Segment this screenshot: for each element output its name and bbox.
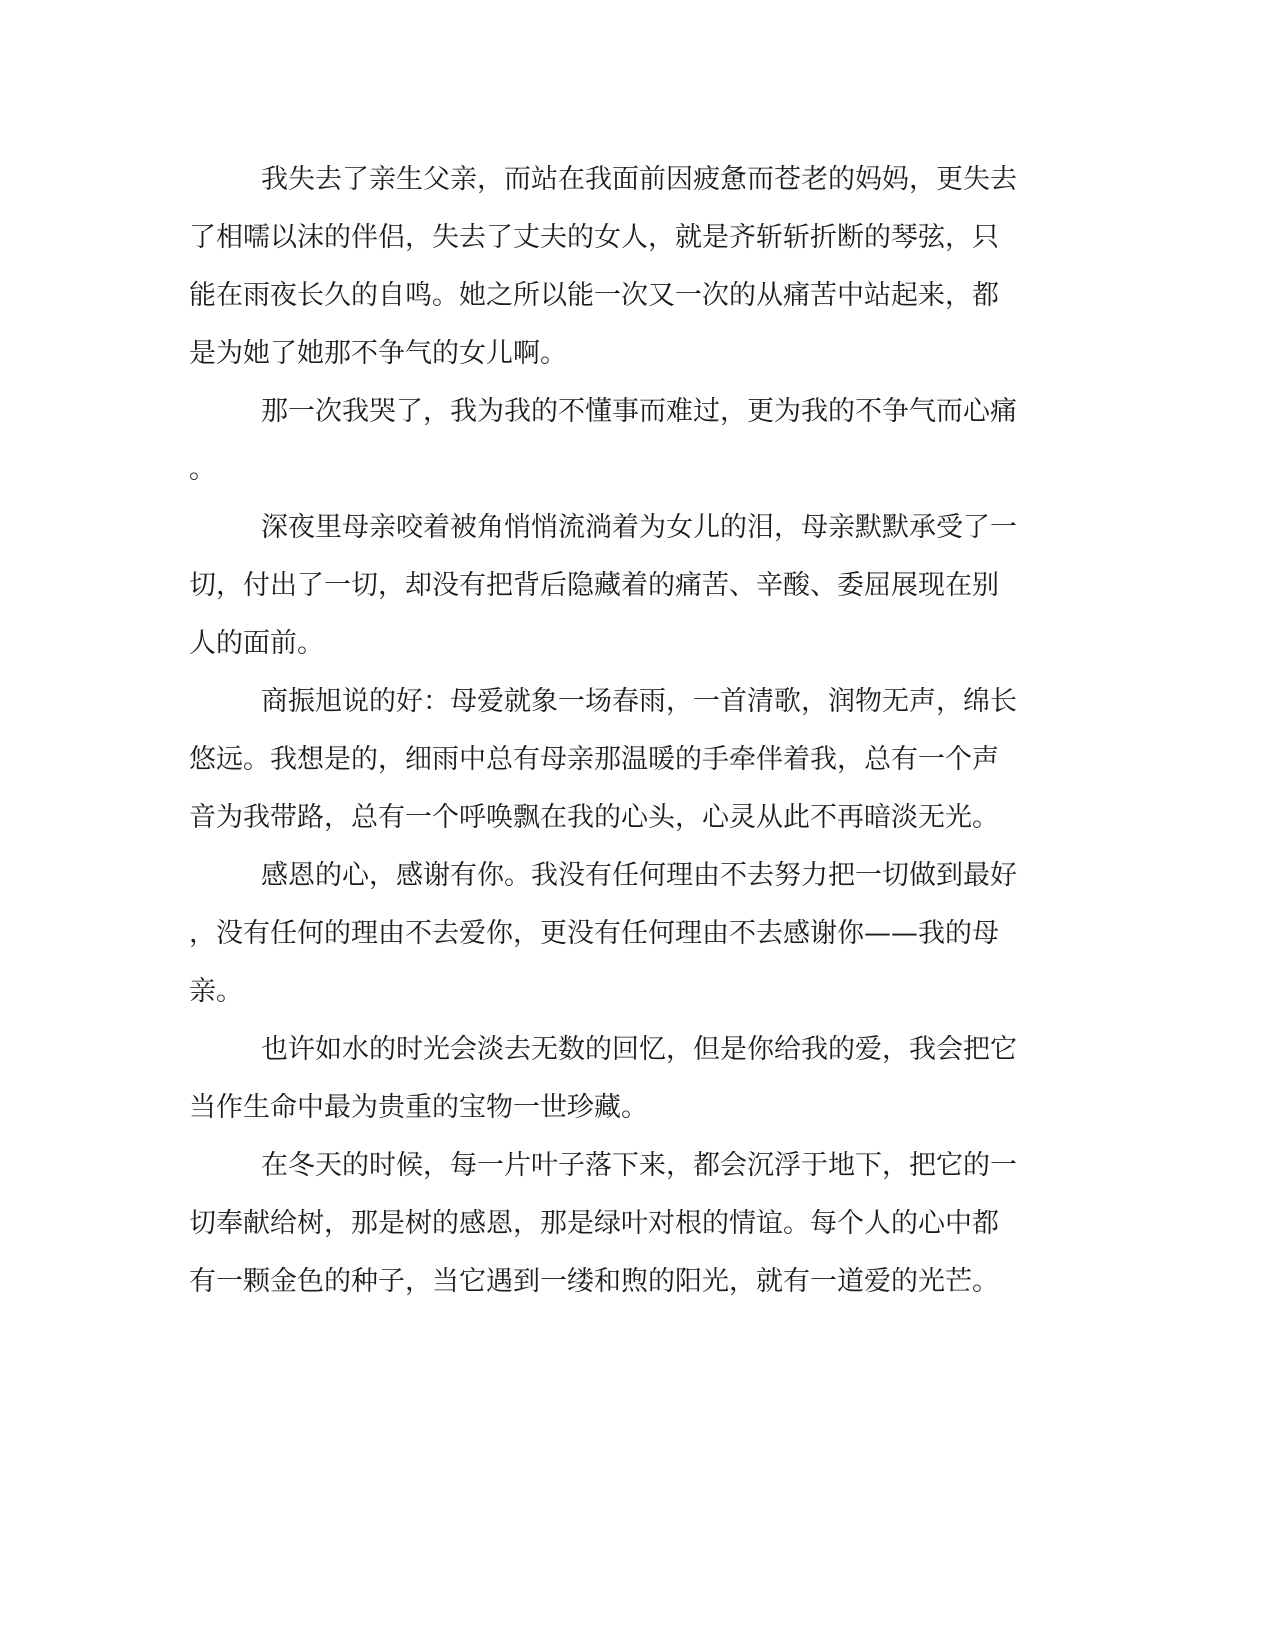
text-line: ，没有任何的理由不去爱你，更没有任何理由不去感谢你——我的母 [189,918,999,949]
text-line: 那一次我哭了，我为我的不懂事而难过，更为我的不争气而心痛 [261,396,1017,427]
text-line: 感恩的心，感谢有你。我没有任何理由不去努力把一切做到最好 [261,860,1017,891]
text-line: 亲。 [189,976,243,1007]
text-line: 音为我带路，总有一个呼唤飘在我的心头，心灵从此不再暗淡无光。 [189,802,999,833]
text-line: 当作生命中最为贵重的宝物一世珍藏。 [189,1092,648,1123]
text-line: 切，付出了一切，却没有把背后隐藏着的痛苦、辛酸、委屈展现在别 [189,570,999,601]
text-line: 人的面前。 [189,628,324,659]
text-line: 。 [189,454,216,485]
text-line: 也许如水的时光会淡去无数的回忆，但是你给我的爱，我会把它 [261,1034,1017,1065]
text-line: 切奉献给树，那是树的感恩，那是绿叶对根的情谊。每个人的心中都 [189,1208,999,1239]
text-line: 在冬天的时候，每一片叶子落下来，都会沉浮于地下，把它的一 [261,1150,1017,1181]
text-line: 能在雨夜长久的自鸣。她之所以能一次又一次的从痛苦中站起来，都 [189,280,999,311]
text-line: 商振旭说的好：母爱就象一场春雨，一首清歌，润物无声，绵长 [261,686,1017,717]
text-line: 有一颗金色的种子，当它遇到一缕和煦的阳光，就有一道爱的光芒。 [189,1266,999,1297]
text-line: 我失去了亲生父亲，而站在我面前因疲惫而苍老的妈妈，更失去 [261,164,1017,195]
text-line: 深夜里母亲咬着被角悄悄流淌着为女儿的泪，母亲默默承受了一 [261,512,1017,543]
text-line: 悠远。我想是的，细雨中总有母亲那温暖的手牵伴着我，总有一个声 [189,744,999,775]
text-line: 是为她了她那不争气的女儿啊。 [189,338,567,369]
text-line: 了相嚅以沫的伴侣，失去了丈夫的女人，就是齐斩斩折断的琴弦，只 [189,222,999,253]
